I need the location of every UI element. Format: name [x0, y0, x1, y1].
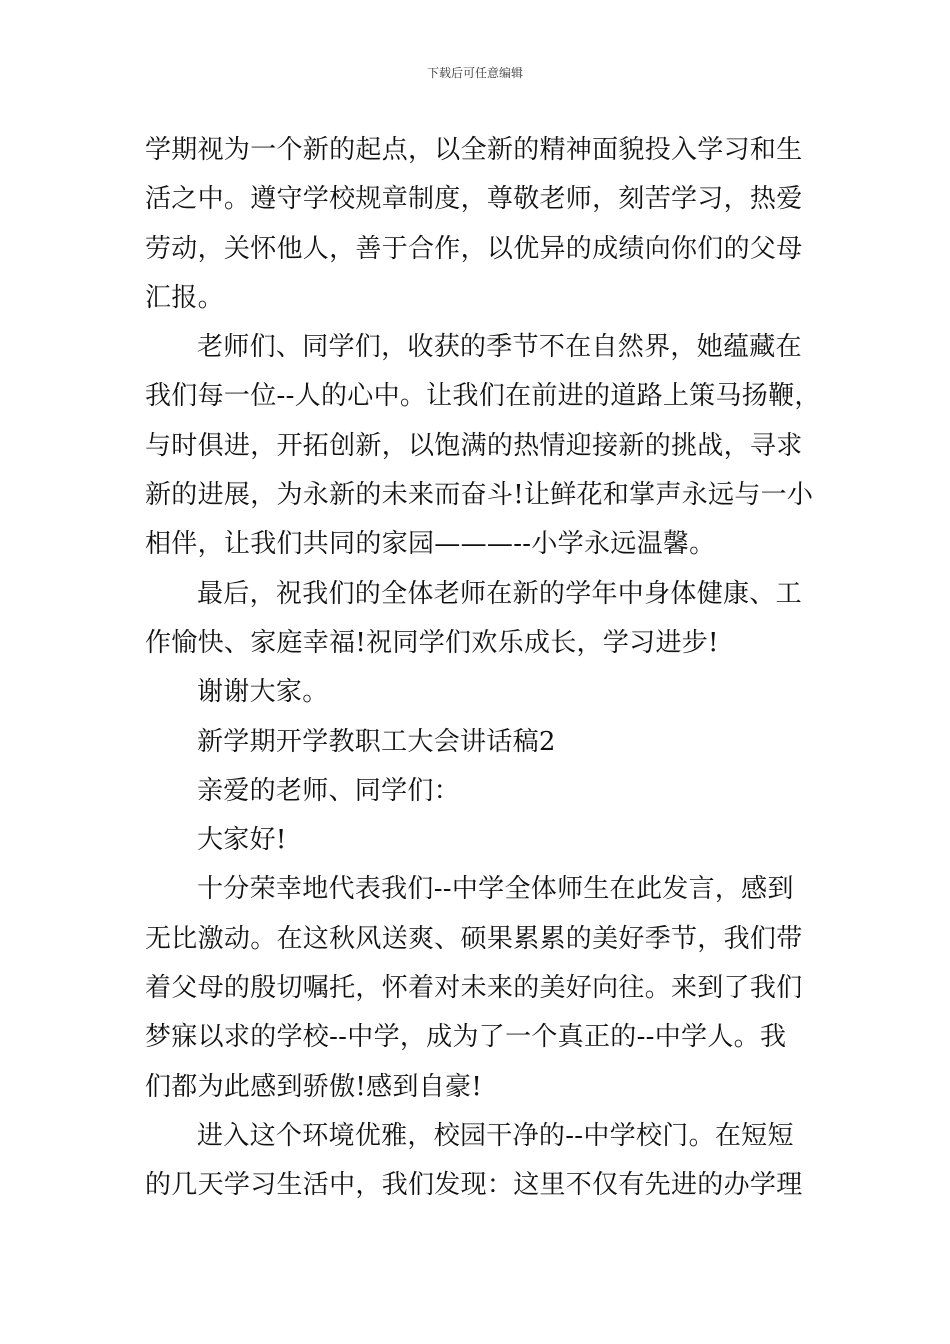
- paragraph-start-line: 老师们、同学们，收获的季节不在自然界，她蕴藏在: [197, 332, 802, 363]
- text-line: 活之中。遵守学校规章制度，尊敬老师，刻苦学习，热爱: [145, 184, 803, 215]
- text-line: 新的进展，为永新的未来而奋斗!让鲜花和掌声永远与一小: [145, 480, 814, 511]
- page-header: 下载后可任意编辑: [426, 66, 523, 80]
- paragraph-start-line: 进入这个环境优雅，校园干净的--中学校门。在短短: [197, 1120, 794, 1151]
- text-line: 我们每一位--人的心中。让我们在前进的道路上策马扬鞭，: [145, 381, 821, 412]
- paragraph-start-line: 十分荣幸地代表我们--中学全体师生在此发言，感到: [197, 874, 794, 905]
- closing-line: 谢谢大家。: [197, 677, 329, 708]
- text-line: 们都为此感到骄傲!感到自豪!: [145, 1071, 483, 1102]
- greeting: 大家好!: [197, 825, 287, 856]
- text-line: 梦寐以求的学校--中学，成为了一个真正的--中学人。我: [145, 1022, 787, 1053]
- document-body: [145, 126, 821, 1211]
- paragraph-start-line: 最后，祝我们的全体老师在新的学年中身体健康、工: [197, 578, 802, 609]
- text-line: 相伴，让我们共同的家园———--小学永远温馨。: [145, 529, 716, 560]
- text-line: 作愉快、家庭幸福!祝同学们欢乐成长，学习进步!: [145, 627, 719, 658]
- text-line: 学期视为一个新的起点，以全新的精神面貌投入学习和生: [145, 135, 803, 165]
- salutation: 亲爱的老师、同学们：: [197, 775, 461, 806]
- text-line: 无比激动。在这秋风送爽、硕果累累的美好季节，我们带: [145, 923, 803, 954]
- text-line: 与时俱进，开拓创新，以饱满的热情迎接新的挑战，寻求: [145, 430, 803, 461]
- text-line: 着父母的殷切嘱托，怀着对未来的美好向往。来到了我们: [145, 973, 803, 1004]
- text-line: 劳动，关怀他人，善于合作，以优异的成绩向你们的父母: [145, 233, 803, 264]
- text-line: 汇报。: [145, 282, 224, 313]
- section-title: 新学期开学教职工大会讲话稿2: [197, 726, 556, 757]
- text-line: 的几天学习生活中，我们发现：这里不仅有先进的办学理: [145, 1170, 803, 1201]
